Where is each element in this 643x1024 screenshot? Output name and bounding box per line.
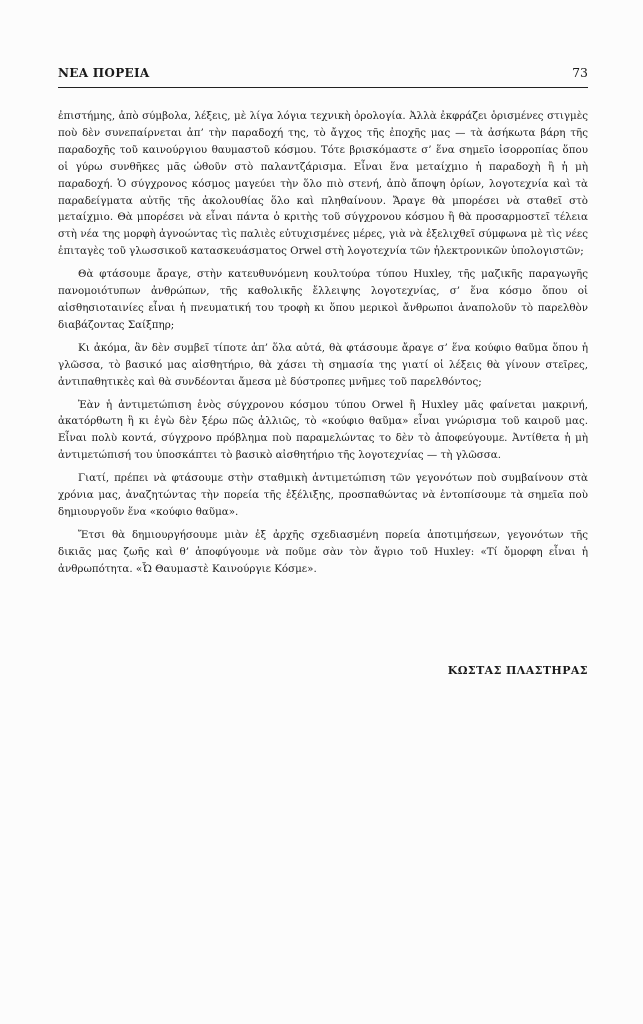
paragraph: Θὰ φτάσουμε ἄραγε, στὴν κατευθυνόμενη κουλτούρα τύπου Huxley, τῆς μαζικῆς παραγωγῆς πανομοιότυπων ἀνθρώπων, τῆς καθολικῆς ἔλλειψης λογοτεχνίας, σ’ ἕνα κόσμο ὅπου οἱ αἰσθησιοταινίες εἶναι ἡ πνευματική του τροφὴ κι ὅπου μερικοὶ ἄνθρωποι ἀναπολοῦν τὸ παρελθὸν διαβάζοντας Σαίξπηρ; (58, 268, 588, 331)
paragraph: ἐπιστήμης, ἀπὸ σύμβολα, λέξεις, μὲ λίγα λόγια τεχνικὴ ὁρολογία. Ἀλλὰ ἐκφράζει ὁρισμένες στιγμὲς ποὺ δὲν συνεπαίρνεται ἀπ’ τὴν παραδοχή της, τὸ ἄγχος τῆς ἐποχῆς μας — τὰ ἀσήκωτα βάρη τῆς παραδοχῆς τοῦ καινούργιου θαυμαστοῦ κόσμου. Τότε βρισκόμαστε σ’ ἕνα σημεῖο ἰσορροπίας ὅπου οἱ γύρω συνθῆκες μᾶς ὠθοῦν στὸ παλαντζάρισμα. Εἶναι ἕνα μεταίχμιο ἡ παραδοχὴ ἢ ἡ μὴ παραδοχή. Ὁ σύγχρονος κόσμος μαγεύει τὴν ὅλο πιὸ στενή, ἀπὸ ἄποψη ὁρίων, λογοτεχνία καὶ τὰ παραδείγματα αὐτῆς τῆς ἀκολουθίας ὅλο καὶ πληθαίνουν. Ἄραγε θὰ μπορέσει νὰ σταθεῖ στὸ μεταίχμιο. Θὰ μπορέσει νὰ εἶναι πάντα ὁ κριτὴς τοῦ σύγχρονου κόσμου ἢ θὰ προσαρμοστεῖ τέλεια στὴ νέα της μορφὴ ἀγνοώντας τὶς παλιὲς εὐτυχισμένες μέρες, γιὰ νὰ ἐξελιχθεῖ σύμφωνα μὲ τὶς νέες ἐπιταγὲς τοῦ γλωσσικοῦ κατασκευάσματος Orwel στὴ λογοτεχνία τῶν ἠλεκτρονικῶν ὑπολογιστῶν; (58, 110, 588, 258)
paragraph: Γιατί, πρέπει νὰ φτάσουμε στὴν σταθμικὴ ἀντιμετώπιση τῶν γεγονότων ποὺ συμβαίνουν στὰ χρόνια μας, ἀναζητώντας τὴν πορεία τῆς ἐξέλιξης, προσπαθώντας νὰ ἐντοπίσουμε τὰ σημεῖα ποὺ δημιουργοῦν ἕνα «κούφιο θαῦμα». (58, 472, 588, 518)
paragraph: Ἔτσι θὰ δημιουργήσουμε μιὰν ἐξ ἀρχῆς σχεδιασμένη πορεία ἀποτιμήσεων, γεγονότων τῆς δικιᾶς μας ζωῆς καὶ θ’ ἀποφύγουμε νὰ ποῦμε σὰν τὸν ἄγριο τοῦ Huxley: «Τί ὄμορφη εἶναι ἡ ἀνθρωπότητα. «Ὦ Θαυμαστὲ Καινούργιε Κόσμε». (58, 528, 588, 575)
page-number: 73 (572, 65, 588, 80)
paragraph: Ἐὰν ἡ ἀντιμετώπιση ἑνὸς σύγχρονου κόσμου τύπου Orwel ἢ Huxley μᾶς φαίνεται μακρινή, ἀκατόρθωτη ἢ κι ἐγὼ δὲν ξέρω πῶς ἀλλιῶς, τὸ «κούφιο θαῦμα» εἶναι γνώρισμα τοῦ καιροῦ μας. Εἶναι πολὺ κοντά, σύγχρονο πρόβλημα ποὺ παραμελώντας το δὲν τὸ ἀποφεύγουμε. Ἀντίθετα ἡ μὴ ἀντιμετώπισή του ὑποσκάπτει τὸ βασικὸ αἰσθητήριο τῆς λογοτεχνίας — τὴ γλῶσσα. (58, 398, 588, 462)
article-body (58, 108, 588, 584)
running-header (58, 64, 588, 86)
journal-title: ΝΕΑ ΠΟΡΕΙΑ (58, 66, 150, 80)
paragraph: Κι ἀκόμα, ἂν δὲν συμβεῖ τίποτε ἀπ’ ὅλα αὐτά, θὰ φτάσουμε ἄραγε σ’ ἕνα κούφιο θαῦμα ὅπου ἡ γλῶσσα, τὸ βασικό μας αἰσθητήριο, θὰ χάσει τὴ σημασία της γιατί οἱ λέξεις θὰ γίνουν στεῖρες, ἀντιπαθητικὲς καὶ θὰ συνδέονται ἄμεσα μὲ δύστροπες μνῆμες τοῦ παρελθόντος; (58, 341, 588, 388)
header-rule (58, 87, 588, 88)
author-signature: ΚΩΣΤΑΣ ΠΛΑΣΤΗΡΑΣ (447, 664, 588, 677)
